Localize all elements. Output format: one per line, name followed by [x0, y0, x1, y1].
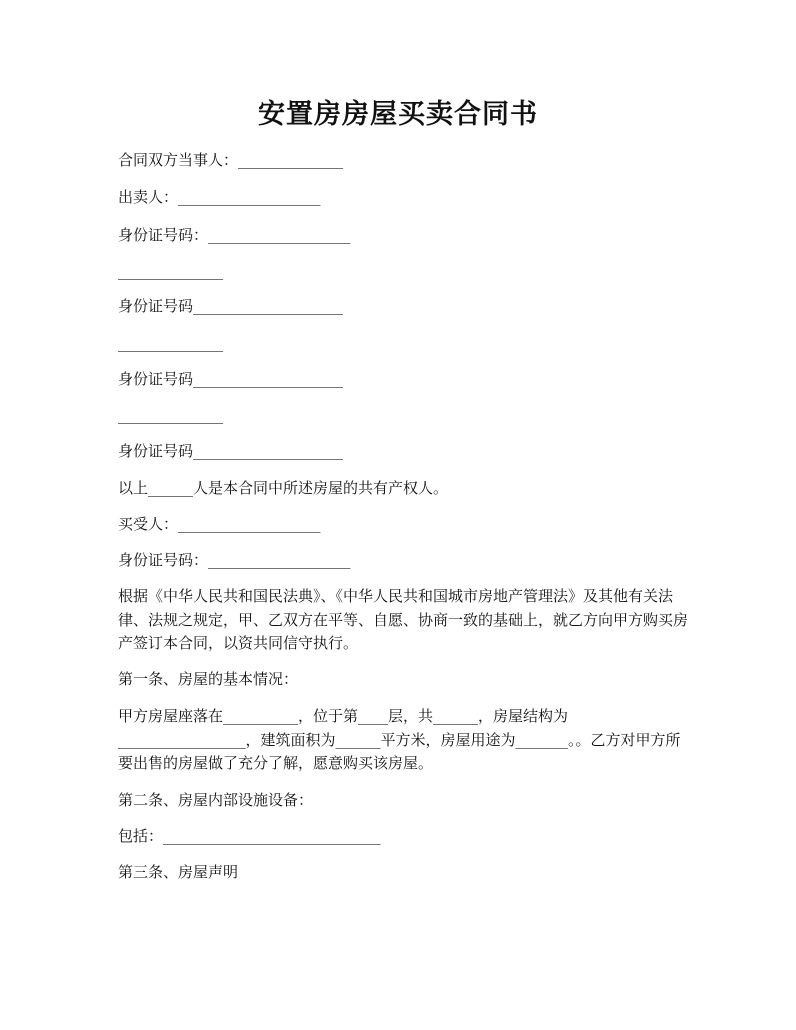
article-2-heading: 第二条、房屋内部设施设备： [118, 791, 314, 809]
article-2-body: 包括：_____________________________ [118, 827, 381, 845]
id-line-4: 身份证号码____________________ [118, 442, 344, 460]
preamble-paragraph: 根据《中华人民共和国民法典》、《中华人民共和国城市房地产管理法》及其他有关法律、法规之规定，甲、乙双方在平等、自愿、协商一致的基础上，就乙方向甲方购买房产签订本合同，以资共同信守执行。 [118, 587, 689, 652]
article-1-body: 甲方房屋座落在__________，位于第____层，共______，房屋结构为_________________，建筑面积为______平方米，房屋用途为_______。。乙方对甲方所要出售的房屋做了充分了解，愿意购买该房屋。 [118, 707, 681, 772]
co-owners-line: 以上______人是本合同中所述房屋的共有产权人。 [118, 479, 449, 497]
blank-line-3: ______________ [118, 406, 223, 424]
blank-line-2: ______________ [118, 334, 223, 352]
party-line: 合同双方当事人：______________ [118, 151, 344, 169]
id-line-2: 身份证号码____________________ [118, 297, 344, 315]
seller-id-line: 身份证号码：___________________ [118, 226, 351, 244]
seller-line: 出卖人：___________________ [118, 188, 321, 206]
document-title: 安置房房屋买卖合同书 [258, 99, 538, 130]
article-1-heading: 第一条、房屋的基本情况： [118, 670, 299, 688]
article-3-heading: 第三条、房屋声明 [118, 863, 239, 881]
buyer-line: 买受人：___________________ [118, 515, 321, 533]
blank-line-1: ______________ [118, 262, 223, 280]
id-line-3: 身份证号码____________________ [118, 370, 344, 388]
buyer-id-line: 身份证号码：___________________ [118, 551, 351, 569]
